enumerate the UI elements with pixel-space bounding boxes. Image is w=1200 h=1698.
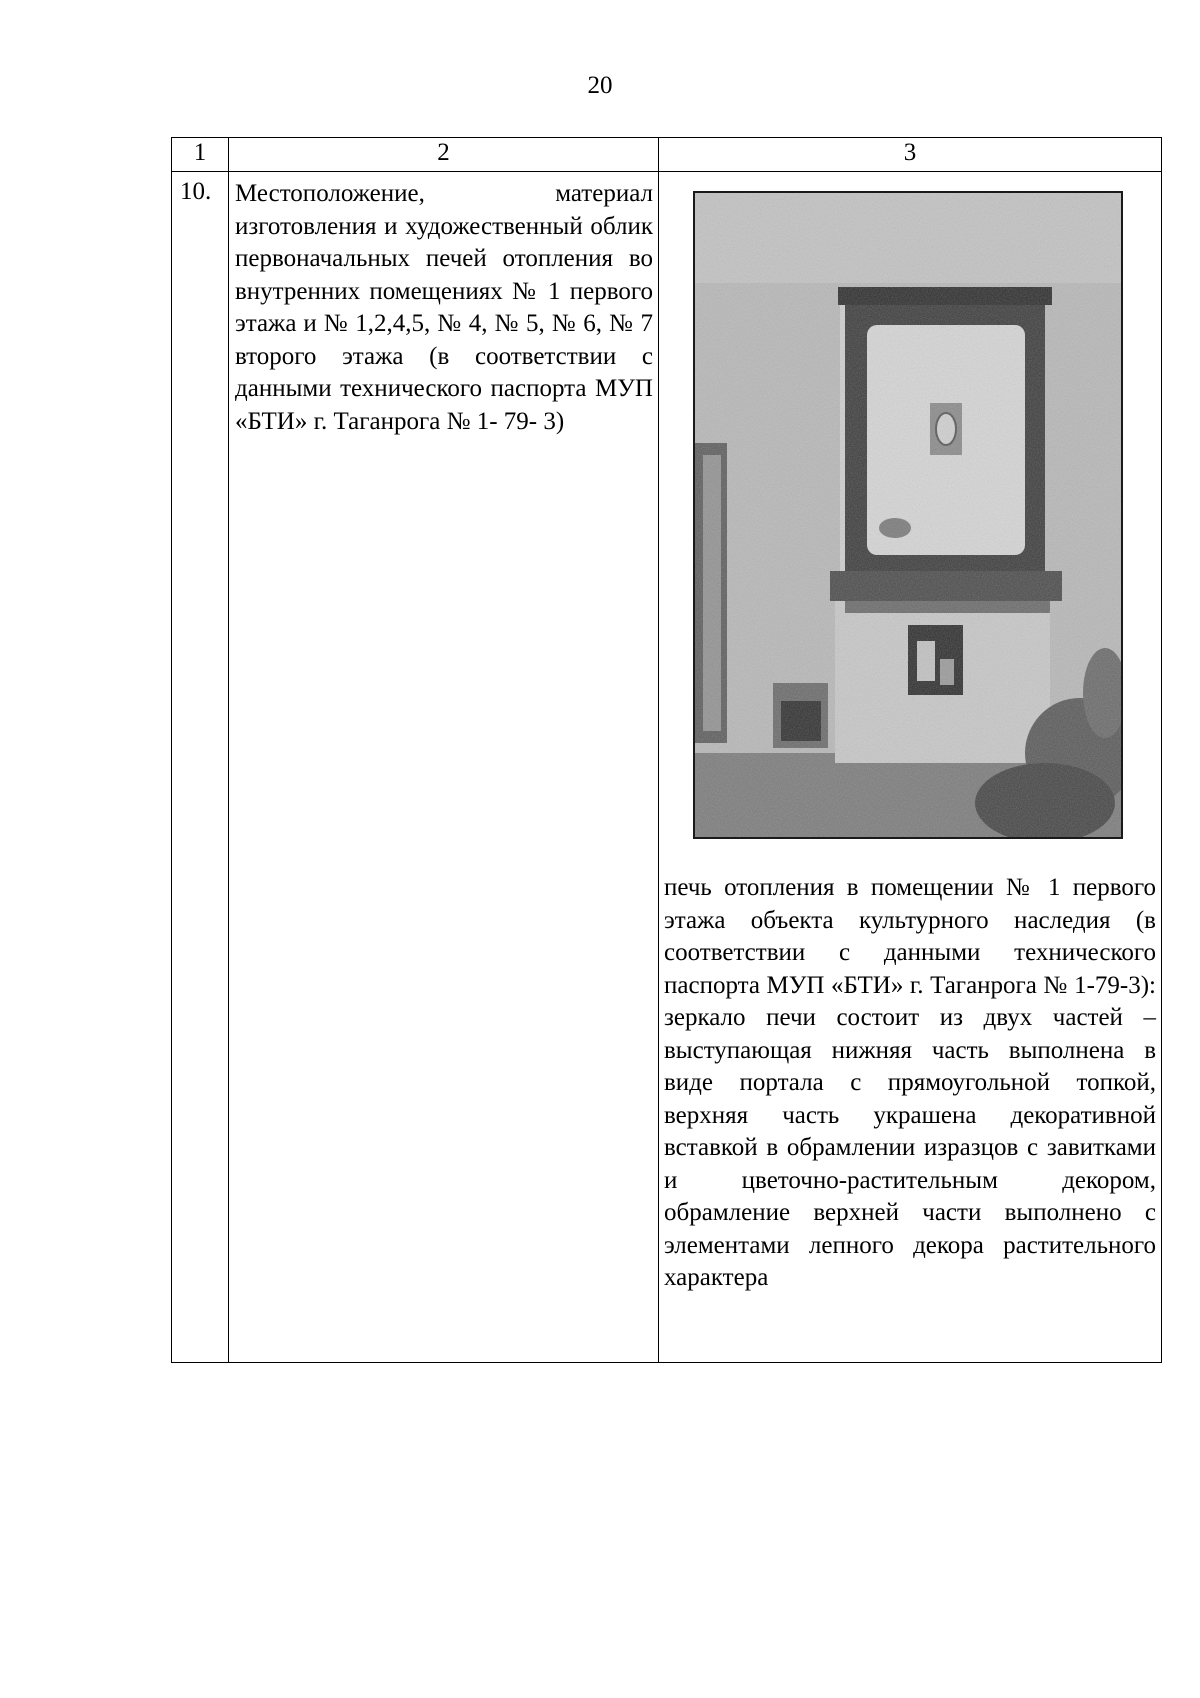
column-header-3: 3 — [659, 138, 1162, 172]
row-number: 10. — [172, 172, 229, 1363]
column-header-1: 1 — [172, 138, 229, 172]
photo-caption: печь отопления в помещении № 1 первого этажа объекта культурного наследия (в соответствии с данными технического паспорта МУП «БТИ» г. Таганрога № 1-79-3): зеркало печи состоит из двух частей – выступающая нижняя часть выполнена в виде портала с прямоугольной топкой, верхняя часть украшена декоративной вставкой в обрамлении изразцов с завитками и цветочно-растительным декором, обрамление верхней части выполнено с элементами лепного декора растительного характера — [664, 874, 1156, 1291]
table-row — [172, 172, 1162, 1363]
photo-cell — [659, 172, 1162, 1363]
description-cell — [229, 172, 659, 1363]
page-number: 20 — [587, 72, 613, 99]
table-header-row — [172, 138, 1162, 172]
stove-photo — [693, 191, 1123, 839]
heritage-table — [171, 137, 1162, 1363]
object-description: Местоположение, материал изготовления и художественный облик первоначальных печей отопления во внутренних помещениях № 1 первого этажа и № 1,2,4,5, № 4, № 5, № 6, № 7 второго этажа (в соответствии с данными технического паспорта МУП «БТИ» г. Таганрога № 1- 79- 3) — [235, 180, 653, 435]
column-header-2: 2 — [229, 138, 659, 172]
